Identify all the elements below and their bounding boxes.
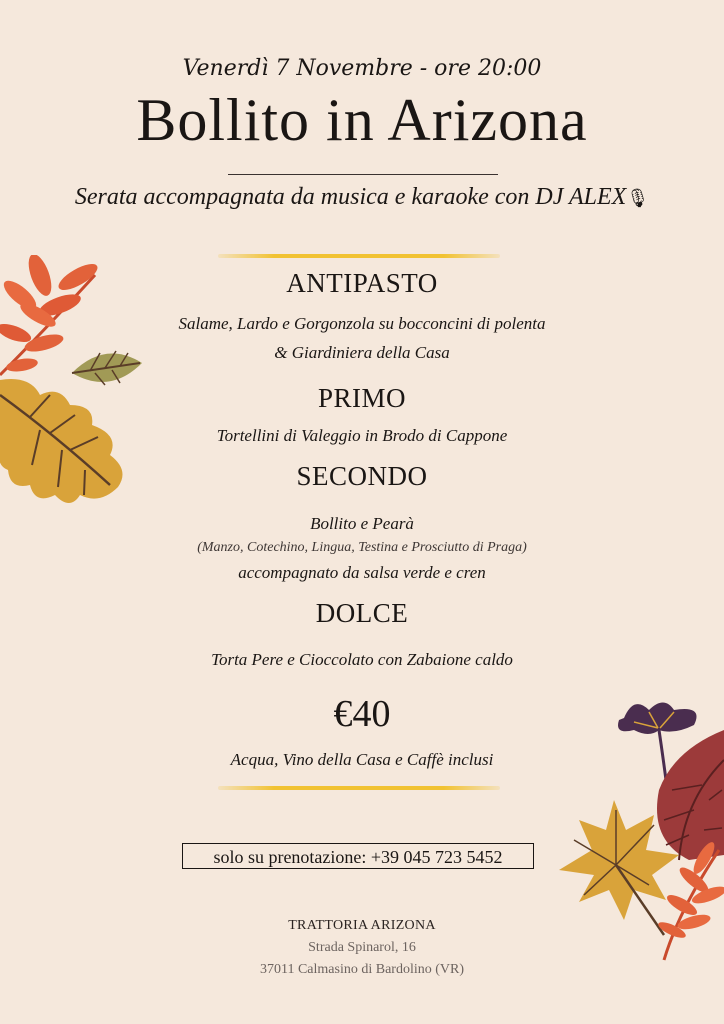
price-includes: Acqua, Vino della Casa e Caffè inclusi [230,750,494,769]
venue-city: 37011 Calmasino di Bardolino (VR) [259,962,465,977]
event-subtitle [0,184,724,211]
event-date: Venerdì 7 Novembre - ore 20:00 [182,56,542,81]
gold-divider-top [218,254,500,258]
secondo-heading: SECONDO [296,461,428,491]
dolce-line-1: Torta Pere e Cioccolato con Zabaione caldo [211,650,513,669]
dolce-heading: DOLCE [315,598,409,628]
secondo-note: (Manzo, Cotechino, Lingua, Testina e Prosciutto di Praga) [197,540,527,555]
microphone-icon: 🎙 [626,187,650,208]
antipasto-heading: ANTIPASTO [286,268,438,298]
secondo-line-1: Bollito e Pearà [310,514,414,533]
secondo-line-2: accompagnato da salsa verde e cren [238,563,486,582]
booking-box: solo su prenotazione: +39 045 723 5452 [182,843,534,869]
venue-name: TRATTORIA ARIZONA [288,918,436,933]
antipasto-line-2: & Giardiniera della Casa [274,343,450,362]
venue-street: Strada Spinarol, 16 [308,940,416,955]
price-amount: €40 [333,693,391,735]
subtitle-text: Serata accompagnata da musica e karaoke con DJ ALEX [74,184,627,210]
primo-heading: PRIMO [317,383,407,413]
gold-divider-bottom [218,786,500,790]
event-title: Bollito in Arizona [136,87,588,153]
title-divider [228,174,498,175]
antipasto-line-1: Salame, Lardo e Gorgonzola su bocconcini di polenta [178,314,546,333]
primo-line-1: Tortellini di Valeggio in Brodo di Cappone [216,426,508,445]
